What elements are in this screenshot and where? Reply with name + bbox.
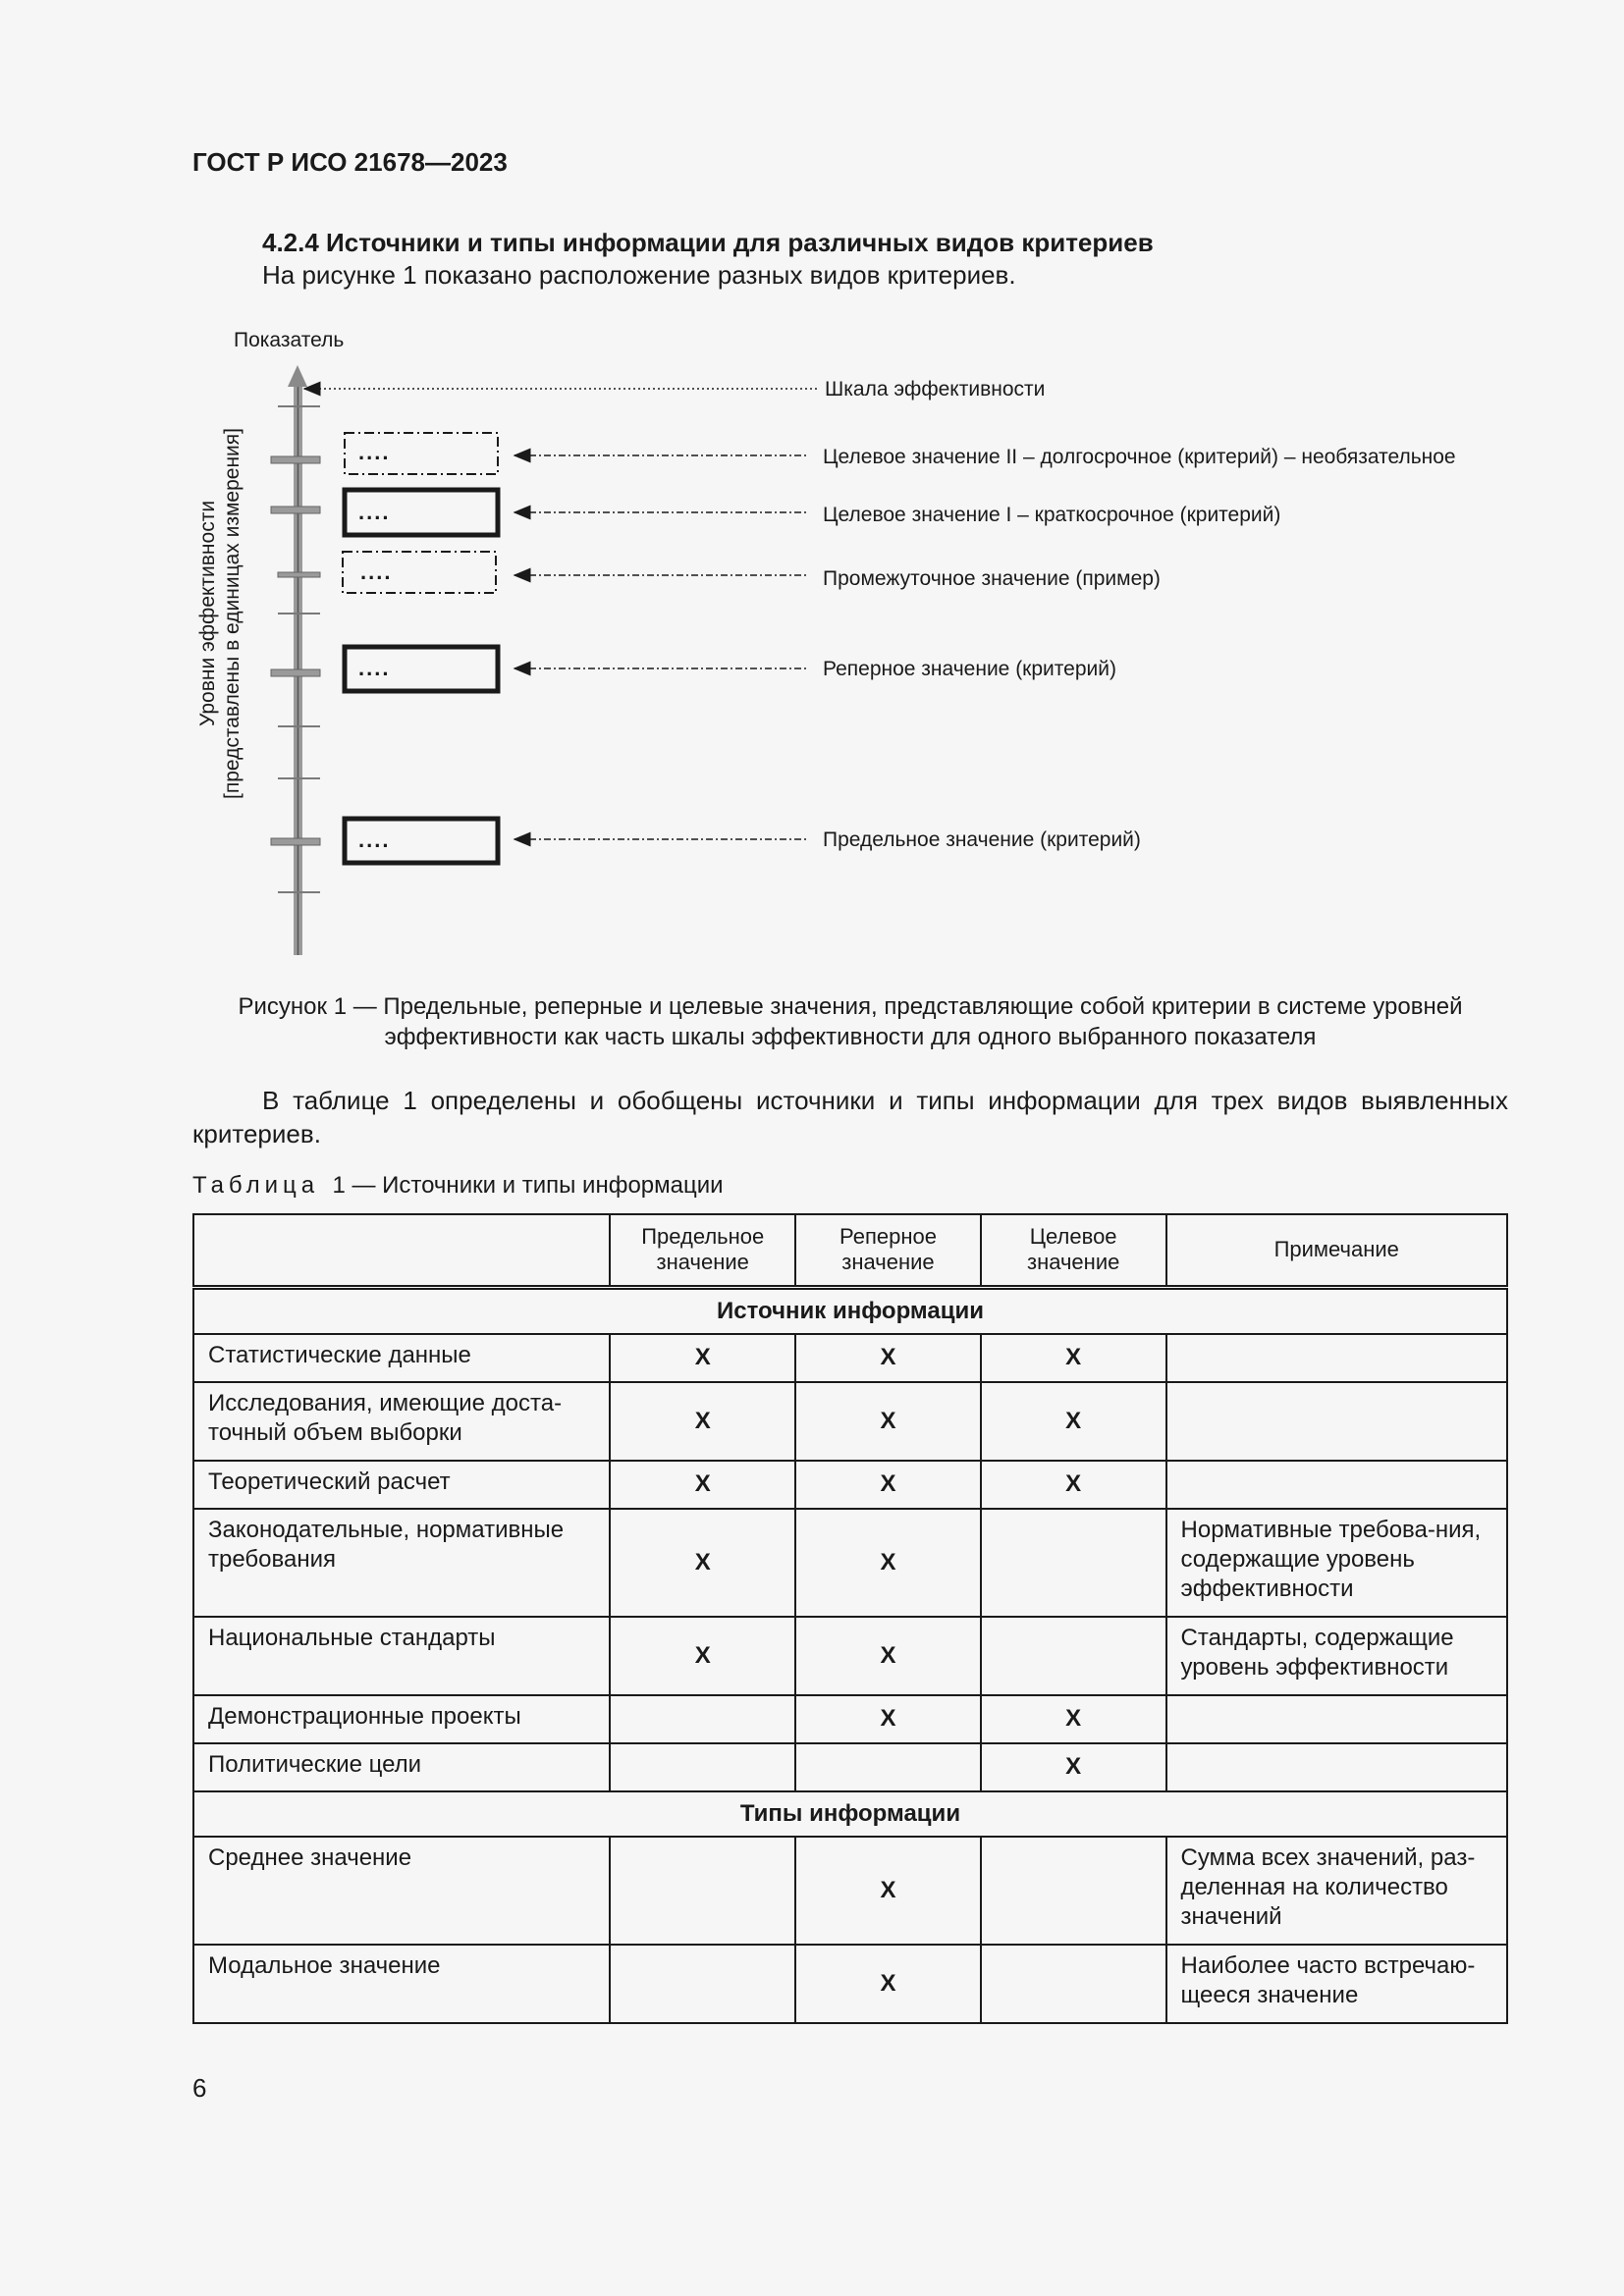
row-label: Национальные стандарты: [193, 1617, 610, 1695]
mark-benchmark: X: [795, 1382, 981, 1461]
section-title-types: Типы информации: [193, 1791, 1507, 1837]
mark-benchmark: X: [795, 1837, 981, 1945]
mark-limit: X: [610, 1382, 795, 1461]
mark-target: [981, 1617, 1166, 1695]
limit-label: Предельное значение (критерий): [823, 828, 1141, 851]
mark-limit: X: [610, 1509, 795, 1617]
intermediate-label: Промежуточное значение (пример): [823, 567, 1161, 590]
row-label: Политические цели: [193, 1743, 610, 1791]
scale-label: Шкала эффективности: [825, 378, 1046, 400]
mark-target: X: [981, 1743, 1166, 1791]
mark-benchmark: X: [795, 1461, 981, 1509]
table-row: [193, 1334, 1507, 1382]
axis-side-label-line2: [представлены в единицах измерения]: [221, 428, 244, 799]
page-number: 6: [192, 2073, 207, 2103]
intermediate-box-text: ....: [360, 560, 393, 584]
benchmark-label: Реперное значение (критерий): [823, 658, 1116, 680]
mark-target: [981, 1837, 1166, 1945]
row-note: [1166, 1743, 1507, 1791]
row-note: Нормативные требова-ния, содержащие уровень эффективности: [1166, 1509, 1507, 1617]
mark-benchmark: X: [795, 1617, 981, 1695]
table-row: [193, 1743, 1507, 1791]
body-paragraph: В таблице 1 определены и обобщены источники и типы информации для трех видов выявленных критериев.: [192, 1086, 1508, 1148]
row-note: [1166, 1382, 1507, 1461]
row-label: Теоретический расчет: [193, 1461, 610, 1509]
benchmark-box-text: ....: [358, 656, 391, 680]
mark-benchmark: X: [795, 1945, 981, 2023]
row-label: Законодательные, нормативные требования: [193, 1509, 610, 1617]
figure-caption-line2: эффективности как часть шкалы эффективности для одного выбранного показателя: [384, 1024, 1317, 1050]
mark-target: [981, 1509, 1166, 1617]
row-label: Статистические данные: [193, 1334, 610, 1382]
mark-target: X: [981, 1382, 1166, 1461]
mark-benchmark: X: [795, 1695, 981, 1743]
axis-side-label: [196, 428, 244, 799]
figure-1: [0, 0, 1624, 982]
target-ii-label: Целевое значение II – долгосрочное (критерий) – необязательное: [823, 446, 1456, 468]
section-intro: На рисунке 1 показано расположение разных видов критериев.: [262, 260, 1016, 290]
row-note: [1166, 1334, 1507, 1382]
table-row: [193, 1461, 1507, 1509]
mark-limit: X: [610, 1617, 795, 1695]
target-i-box-text: ....: [358, 500, 391, 524]
mark-target: [981, 1945, 1166, 2023]
row-label: Исследования, имеющие доста-точный объем выборки: [193, 1382, 610, 1461]
row-note: [1166, 1695, 1507, 1743]
mark-limit: [610, 1743, 795, 1791]
mark-benchmark: X: [795, 1334, 981, 1382]
mark-target: X: [981, 1695, 1166, 1743]
table-row: [193, 1945, 1507, 2023]
section-title-source: Источник информации: [193, 1287, 1507, 1334]
limit-box-text: ....: [358, 828, 391, 852]
table-row: [193, 1617, 1507, 1695]
header-cell-empty: [193, 1214, 610, 1287]
axis-side-label-line1: Уровни эффективности: [196, 500, 219, 727]
mark-limit: X: [610, 1334, 795, 1382]
table-row: [193, 1382, 1507, 1461]
row-note: Сумма всех значений, раз-деленная на количество значений: [1166, 1837, 1507, 1945]
mark-limit: [610, 1695, 795, 1743]
document-code: ГОСТ Р ИСО 21678—2023: [192, 147, 508, 177]
axis-arrow-icon: [288, 365, 307, 387]
axis-top-label: Показатель: [234, 329, 345, 351]
row-label: Модальное значение: [193, 1945, 610, 2023]
figure-caption-line1: Рисунок 1 — Предельные, реперные и целевые значения, представляющие собой критерии в системе уровней: [238, 993, 1463, 1020]
criteria-table: [192, 1213, 1508, 2024]
header-cell-target: Целевое значение: [981, 1214, 1166, 1287]
figure-caption: [192, 991, 1508, 1052]
row-label: Среднее значение: [193, 1837, 610, 1945]
table-title-prefix: Таблица: [192, 1172, 320, 1199]
header-cell-note: Примечание: [1166, 1214, 1507, 1287]
table-row: [193, 1837, 1507, 1945]
mark-benchmark: X: [795, 1509, 981, 1617]
table-header-row: [193, 1214, 1507, 1287]
mark-benchmark: [795, 1743, 981, 1791]
header-cell-limit: Предельное значение: [610, 1214, 795, 1287]
table-row: [193, 1695, 1507, 1743]
target-ii-box-text: ....: [358, 440, 391, 464]
mark-target: X: [981, 1461, 1166, 1509]
row-note: [1166, 1461, 1507, 1509]
section-title: 4.2.4 Источники и типы информации для различных видов критериев: [262, 228, 1154, 257]
table-title: [192, 1172, 724, 1200]
mark-target: X: [981, 1334, 1166, 1382]
header-cell-benchmark: Реперное значение: [795, 1214, 981, 1287]
mark-limit: [610, 1945, 795, 2023]
mark-limit: [610, 1837, 795, 1945]
table-title-rest: 1 — Источники и типы информации: [332, 1172, 724, 1199]
section-row: [193, 1287, 1507, 1334]
section-row: [193, 1791, 1507, 1837]
mark-limit: X: [610, 1461, 795, 1509]
target-i-label: Целевое значение I – краткосрочное (критерий): [823, 504, 1281, 526]
row-note: Наиболее часто встречаю-щееся значение: [1166, 1945, 1507, 2023]
row-note: Стандарты, содержащие уровень эффективности: [1166, 1617, 1507, 1695]
table-row: [193, 1509, 1507, 1617]
row-label: Демонстрационные проекты: [193, 1695, 610, 1743]
